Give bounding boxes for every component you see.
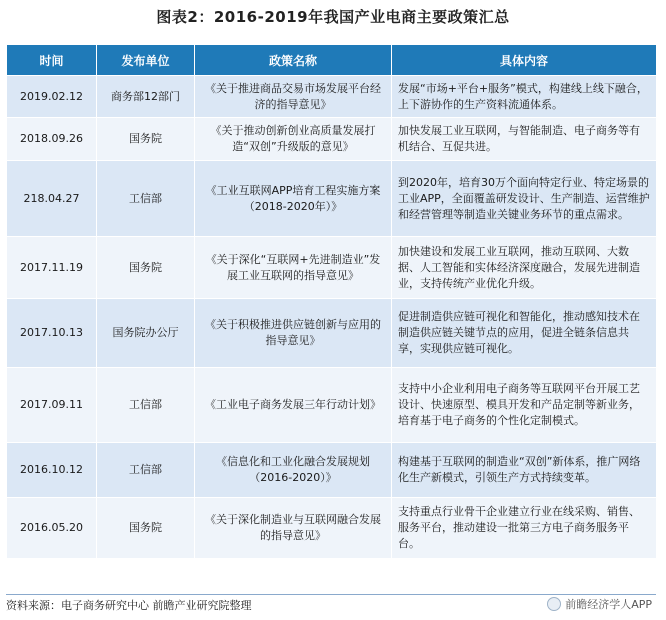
cell-publisher: 国务院 (97, 498, 195, 559)
cell-policy-name: 《关于深化制造业与互联网融合发展的指导意见》 (195, 498, 392, 559)
cell-policy-name: 《信息化和工业化融合发展规划（2016-2020）》 (195, 443, 392, 498)
header-time: 时间 (7, 45, 97, 76)
cell-policy-name: 《关于推动创新创业高质量发展打造“双创”升级版的意见》 (195, 118, 392, 161)
table-row (7, 76, 657, 118)
cell-publisher: 工信部 (97, 161, 195, 237)
table-header-row (7, 45, 657, 76)
cell-content: 到2020年，培育30万个面向特定行业、特定场景的工业APP，全面覆盖研发设计、生产制造、运营维护和经营管理等制造业关键业务环节的重点需求。 (392, 161, 657, 237)
cell-policy-name: 《工业互联网APP培育工程实施方案（2018-2020年）》 (195, 161, 392, 237)
table-row (7, 368, 657, 443)
brand-watermark (547, 596, 652, 612)
brand-logo-icon (547, 597, 561, 611)
header-content: 具体内容 (392, 45, 657, 76)
cell-date: 2019.02.12 (7, 76, 97, 118)
footer (6, 594, 656, 613)
cell-date: 2017.11.19 (7, 237, 97, 299)
cell-publisher: 国务院 (97, 118, 195, 161)
cell-date: 218.04.27 (7, 161, 97, 237)
brand-label: 前瞻经济学人APP (565, 598, 652, 611)
cell-content: 支持中小企业利用电子商务等互联网平台开展工艺设计、快速原型、模具开发和产品定制等新业务，培育基于电子商务的个性化定制模式。 (392, 368, 657, 443)
cell-publisher: 国务院办公厅 (97, 299, 195, 368)
cell-date: 2017.10.13 (7, 299, 97, 368)
table-row (7, 299, 657, 368)
cell-policy-name: 《关于深化“互联网+先进制造业”发展工业互联网的指导意见》 (195, 237, 392, 299)
cell-content: 加快发展工业互联网，与智能制造、电子商务等有机结合、互促共进。 (392, 118, 657, 161)
policy-table (6, 44, 657, 559)
source-note: 资料来源：电子商务研究中心 前瞻产业研究院整理 (6, 599, 252, 612)
cell-date: 2017.09.11 (7, 368, 97, 443)
cell-content: 发展“市场+平台+服务”模式，构建线上线下融合，上下游协作的生产资料流通体系。 (392, 76, 657, 118)
table-row (7, 161, 657, 237)
header-policy-name: 政策名称 (195, 45, 392, 76)
table-row (7, 118, 657, 161)
header-publisher: 发布单位 (97, 45, 195, 76)
table-row (7, 498, 657, 559)
cell-publisher: 国务院 (97, 237, 195, 299)
cell-content: 促进制造供应链可视化和智能化，推动感知技术在制造供应链关键节点的应用，促进全链条信息共享，实现供应链可视化。 (392, 299, 657, 368)
cell-publisher: 工信部 (97, 368, 195, 443)
cell-publisher: 工信部 (97, 443, 195, 498)
cell-date: 2018.09.26 (7, 118, 97, 161)
cell-content: 支持重点行业骨干企业建立行业在线采购、销售、服务平台，推动建设一批第三方电子商务服务平台。 (392, 498, 657, 559)
cell-date: 2016.10.12 (7, 443, 97, 498)
cell-content: 构建基于互联网的制造业“双创”新体系，推广网络化生产新模式，引领生产方式持续变革。 (392, 443, 657, 498)
chart-title: 图表2：2016-2019年我国产业电商主要政策汇总 (156, 8, 510, 26)
cell-policy-name: 《关于积极推进供应链创新与应用的指导意见》 (195, 299, 392, 368)
table-row (7, 237, 657, 299)
table-row (7, 443, 657, 498)
cell-content: 加快建设和发展工业互联网，推动互联网、大数据、人工智能和实体经济深度融合，发展先进制造业，支持传统产业优化升级。 (392, 237, 657, 299)
cell-date: 2016.05.20 (7, 498, 97, 559)
cell-policy-name: 《关于推进商品交易市场发展平台经济的指导意见》 (195, 76, 392, 118)
cell-publisher: 商务部12部门 (97, 76, 195, 118)
cell-policy-name: 《工业电子商务发展三年行动计划》 (195, 368, 392, 443)
